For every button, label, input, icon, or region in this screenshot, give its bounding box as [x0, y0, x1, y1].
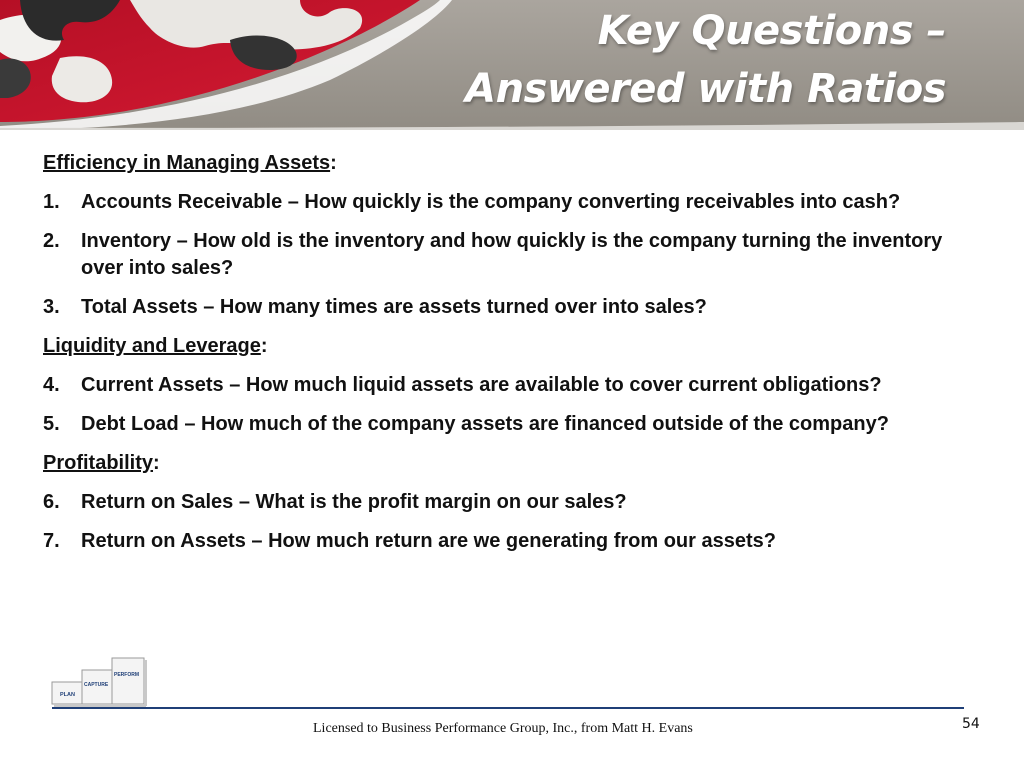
section-heading-efficiency: Efficiency in Managing Assets: — [43, 152, 337, 174]
item-text: Debt Load – How much of the company assets are financed outside of the company? — [81, 413, 889, 435]
title-line-2: Answered with Ratios — [465, 66, 946, 112]
license-text: Licensed to Business Performance Group, Inc., from Matt H. Evans — [313, 721, 693, 736]
list-item — [43, 411, 973, 438]
logo-step-capture: CAPTURE — [84, 682, 109, 688]
item-number: 2. — [43, 230, 60, 252]
footer-divider — [52, 707, 964, 709]
item-number: 5. — [43, 413, 60, 435]
item-text: Total Assets – How many times are assets turned over into sales? — [81, 296, 707, 318]
logo-step-plan: PLAN — [60, 692, 75, 698]
item-text: Inventory – How old is the inventory and how quickly is the company turning the inventory over into sales? — [81, 230, 943, 279]
item-text: Accounts Receivable – How quickly is the company converting receivables into cash? — [81, 191, 901, 213]
list-item — [43, 372, 973, 399]
item-number: 1. — [43, 191, 60, 213]
section-heading-liquidity: Liquidity and Leverage: — [43, 335, 268, 357]
list-item — [43, 489, 973, 516]
slide-title — [306, 2, 946, 118]
item-number: 7. — [43, 530, 60, 552]
item-number: 6. — [43, 491, 60, 513]
header-banner — [0, 0, 1024, 130]
list-item — [43, 189, 973, 216]
item-number: 4. — [43, 374, 60, 396]
logo-step-perform: PERFORM — [114, 672, 139, 678]
section-heading-profitability: Profitability: — [43, 452, 160, 474]
item-number: 3. — [43, 296, 60, 318]
question-list — [43, 150, 973, 567]
list-item — [43, 528, 973, 555]
list-item — [43, 294, 973, 321]
page-number: 54 — [962, 716, 980, 732]
item-text: Return on Sales – What is the profit margin on our sales? — [81, 491, 627, 513]
plan-capture-perform-logo — [50, 656, 150, 708]
list-item — [43, 228, 973, 282]
item-text: Return on Assets – How much return are we generating from our assets? — [81, 530, 776, 552]
item-text: Current Assets – How much liquid assets are available to cover current obligations? — [81, 374, 882, 396]
title-line-1: Key Questions – — [597, 8, 946, 54]
